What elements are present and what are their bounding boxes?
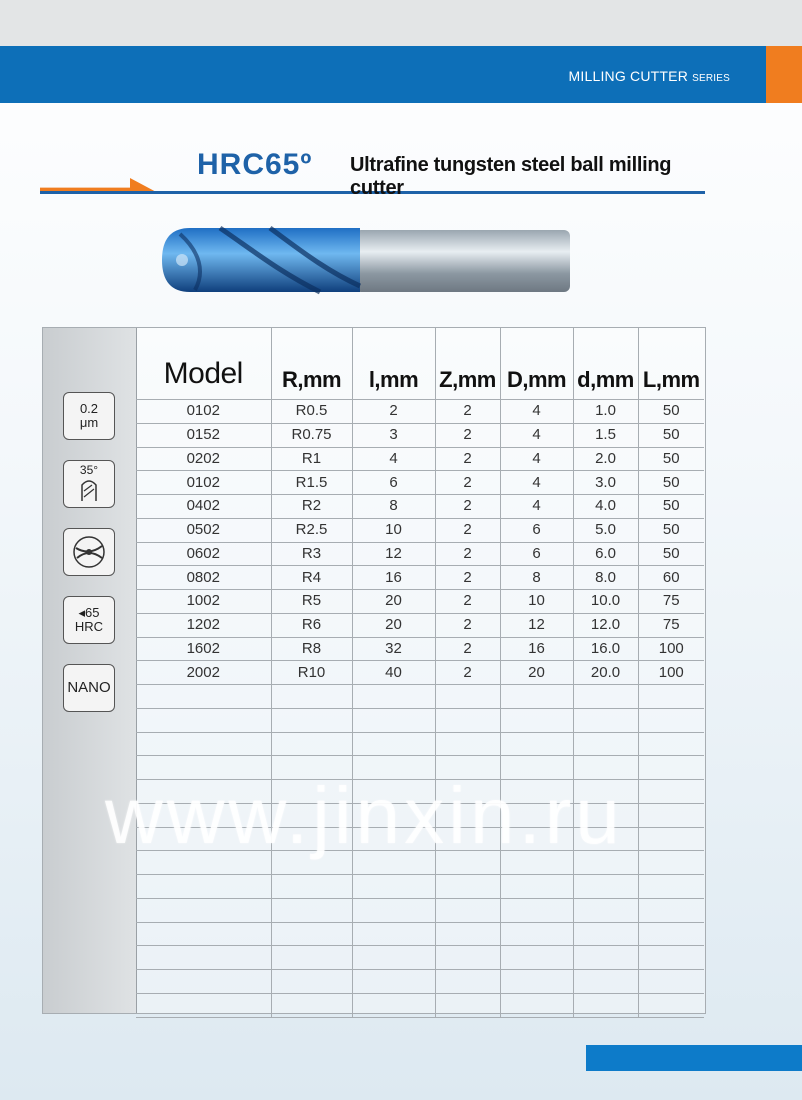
empty-cell xyxy=(435,922,500,946)
table-header-row xyxy=(136,328,704,400)
table-cell: R10 xyxy=(271,661,352,685)
empty-cell xyxy=(638,898,704,922)
table-cell: 50 xyxy=(638,518,704,542)
table-cell: 5.0 xyxy=(573,518,638,542)
table-cell: 2 xyxy=(435,400,500,424)
empty-cell xyxy=(136,946,271,970)
table-cell: 1002 xyxy=(136,590,271,614)
table-cell: 8.0 xyxy=(573,566,638,590)
table-cell: R8 xyxy=(271,637,352,661)
table-cell: 2 xyxy=(435,566,500,590)
empty-cell xyxy=(136,993,271,1017)
empty-cell xyxy=(435,685,500,709)
series-label xyxy=(569,68,730,84)
empty-cell xyxy=(500,708,573,732)
table-cell: R1.5 xyxy=(271,471,352,495)
empty-cell xyxy=(352,970,435,994)
empty-cell xyxy=(136,732,271,756)
empty-cell xyxy=(638,922,704,946)
table-cell: R3 xyxy=(271,542,352,566)
table-cell: 20.0 xyxy=(573,661,638,685)
table-row xyxy=(136,590,704,614)
table-cell: 2 xyxy=(435,495,500,519)
empty-cell xyxy=(500,993,573,1017)
empty-cell xyxy=(136,685,271,709)
table-cell: R6 xyxy=(271,613,352,637)
spec-table xyxy=(136,328,704,1018)
empty-cell xyxy=(573,708,638,732)
table-cell: 1.0 xyxy=(573,400,638,424)
table-row xyxy=(136,447,704,471)
empty-cell xyxy=(352,875,435,899)
empty-table-row xyxy=(136,898,704,922)
empty-cell xyxy=(638,827,704,851)
header-orange-block xyxy=(766,46,802,103)
helix-tool-icon xyxy=(78,477,100,503)
table-cell: 2.0 xyxy=(573,447,638,471)
table-cell: 0502 xyxy=(136,518,271,542)
col-header-model: Model xyxy=(136,328,271,400)
table-cell: 50 xyxy=(638,471,704,495)
table-cell: 50 xyxy=(638,542,704,566)
empty-cell xyxy=(500,970,573,994)
col-header-z: Z,mm xyxy=(435,328,500,400)
table-cell: 2 xyxy=(435,447,500,471)
col-header-length: L,mm xyxy=(638,328,704,400)
empty-cell xyxy=(271,875,352,899)
table-cell: 75 xyxy=(638,613,704,637)
hrc-title: HRC65º xyxy=(197,148,313,181)
table-cell: 0402 xyxy=(136,495,271,519)
empty-cell xyxy=(271,898,352,922)
empty-cell xyxy=(638,875,704,899)
table-cell: 20 xyxy=(352,613,435,637)
table-cell: 2 xyxy=(435,542,500,566)
table-cell: 32 xyxy=(352,637,435,661)
empty-cell xyxy=(573,732,638,756)
table-cell: 12 xyxy=(352,542,435,566)
empty-cell xyxy=(573,970,638,994)
table-cell: 75 xyxy=(638,590,704,614)
series-label-small: SERIES xyxy=(692,73,730,84)
table-cell: 1.5 xyxy=(573,423,638,447)
table-cell: 50 xyxy=(638,400,704,424)
table-cell: 4 xyxy=(352,447,435,471)
ball-mill-image xyxy=(160,222,580,298)
empty-cell xyxy=(435,946,500,970)
empty-table-row xyxy=(136,685,704,709)
table-cell: 2 xyxy=(435,590,500,614)
empty-cell xyxy=(638,780,704,804)
empty-cell xyxy=(500,875,573,899)
empty-cell xyxy=(271,946,352,970)
empty-cell xyxy=(573,875,638,899)
empty-cell xyxy=(271,708,352,732)
empty-cell xyxy=(573,946,638,970)
col-header-d-upper: D,mm xyxy=(500,328,573,400)
empty-cell xyxy=(136,875,271,899)
table-cell: 4 xyxy=(500,400,573,424)
empty-cell xyxy=(500,922,573,946)
empty-cell xyxy=(352,922,435,946)
table-cell: R0.75 xyxy=(271,423,352,447)
empty-cell xyxy=(573,993,638,1017)
hardness-value: ◂65 xyxy=(78,605,100,620)
table-cell: 0102 xyxy=(136,471,271,495)
empty-cell xyxy=(500,898,573,922)
hardness-unit: HRC xyxy=(74,619,104,634)
table-cell: 20 xyxy=(352,590,435,614)
table-cell: 10.0 xyxy=(573,590,638,614)
table-cell: 2002 xyxy=(136,661,271,685)
empty-cell xyxy=(573,898,638,922)
empty-cell xyxy=(573,685,638,709)
roughness-unit: μm xyxy=(79,415,99,430)
table-cell: 0102 xyxy=(136,400,271,424)
table-cell: 12.0 xyxy=(573,613,638,637)
table-cell: 0152 xyxy=(136,423,271,447)
empty-cell xyxy=(638,732,704,756)
table-cell: R4 xyxy=(271,566,352,590)
table-cell: 4.0 xyxy=(573,495,638,519)
series-label-main: MILLING CUTTER xyxy=(568,68,689,84)
empty-cell xyxy=(136,708,271,732)
table-row xyxy=(136,661,704,685)
table-cell: 4 xyxy=(500,423,573,447)
table-cell: 1602 xyxy=(136,637,271,661)
table-row xyxy=(136,400,704,424)
table-row xyxy=(136,566,704,590)
table-cell: 6 xyxy=(500,518,573,542)
spec-table-frame xyxy=(42,327,706,1014)
empty-table-row xyxy=(136,993,704,1017)
empty-cell xyxy=(500,685,573,709)
table-cell: 8 xyxy=(500,566,573,590)
empty-table-row xyxy=(136,875,704,899)
footer-blue-bar xyxy=(586,1045,802,1071)
empty-cell xyxy=(638,756,704,780)
empty-cell xyxy=(435,875,500,899)
helix-angle-icon xyxy=(63,460,115,508)
col-header-d-lower: d,mm xyxy=(573,328,638,400)
table-cell: 0602 xyxy=(136,542,271,566)
table-cell: 16 xyxy=(352,566,435,590)
feature-icon-strip xyxy=(43,328,137,1013)
table-row xyxy=(136,542,704,566)
empty-cell xyxy=(271,685,352,709)
helix-angle-value: 35° xyxy=(79,462,99,477)
table-cell: 60 xyxy=(638,566,704,590)
table-cell: 2 xyxy=(435,637,500,661)
spec-table-body xyxy=(136,400,704,1018)
table-cell: 10 xyxy=(500,590,573,614)
table-cell: 2 xyxy=(435,661,500,685)
table-cell: 4 xyxy=(500,447,573,471)
table-row xyxy=(136,613,704,637)
empty-table-row xyxy=(136,732,704,756)
table-row xyxy=(136,423,704,447)
table-cell: 40 xyxy=(352,661,435,685)
table-cell: 12 xyxy=(500,613,573,637)
table-cell: 2 xyxy=(352,400,435,424)
table-cell: 100 xyxy=(638,661,704,685)
ball-end-icon xyxy=(63,528,115,576)
empty-cell xyxy=(638,993,704,1017)
table-cell: 10 xyxy=(352,518,435,542)
table-row xyxy=(136,518,704,542)
roughness-value: 0.2 xyxy=(79,401,99,416)
empty-table-row xyxy=(136,922,704,946)
empty-cell xyxy=(638,946,704,970)
hardness-icon xyxy=(63,596,115,644)
col-header-r: R,mm xyxy=(271,328,352,400)
table-cell: 100 xyxy=(638,637,704,661)
table-cell: 50 xyxy=(638,495,704,519)
empty-cell xyxy=(352,946,435,970)
empty-cell xyxy=(435,732,500,756)
empty-cell xyxy=(500,732,573,756)
table-cell: 6 xyxy=(352,471,435,495)
empty-cell xyxy=(352,898,435,922)
table-cell: 20 xyxy=(500,661,573,685)
table-row xyxy=(136,471,704,495)
product-subtitle: Ultrafine tungsten steel ball milling cutter xyxy=(350,154,672,199)
empty-cell xyxy=(638,708,704,732)
empty-cell xyxy=(136,898,271,922)
table-cell: 2 xyxy=(435,423,500,447)
empty-cell xyxy=(271,732,352,756)
table-cell: R1 xyxy=(271,447,352,471)
table-cell: 16.0 xyxy=(573,637,638,661)
table-cell: 2 xyxy=(435,471,500,495)
table-cell: 8 xyxy=(352,495,435,519)
empty-cell xyxy=(638,851,704,875)
table-cell: R2 xyxy=(271,495,352,519)
table-cell: 3.0 xyxy=(573,471,638,495)
empty-cell xyxy=(435,898,500,922)
empty-cell xyxy=(352,685,435,709)
table-cell: 6.0 xyxy=(573,542,638,566)
top-gray-band xyxy=(0,0,802,46)
empty-cell xyxy=(435,708,500,732)
table-cell: 0202 xyxy=(136,447,271,471)
table-cell: R5 xyxy=(271,590,352,614)
table-cell: 2 xyxy=(435,613,500,637)
empty-cell xyxy=(271,970,352,994)
nano-coating-icon xyxy=(63,664,115,712)
empty-cell xyxy=(271,993,352,1017)
table-row xyxy=(136,637,704,661)
empty-cell xyxy=(638,803,704,827)
empty-cell xyxy=(271,922,352,946)
empty-table-row xyxy=(136,946,704,970)
watermark: www.jinxin.ru xyxy=(105,771,624,860)
table-cell: 50 xyxy=(638,423,704,447)
col-header-l: l,mm xyxy=(352,328,435,400)
table-cell: 2 xyxy=(435,518,500,542)
table-cell: R0.5 xyxy=(271,400,352,424)
empty-cell xyxy=(435,993,500,1017)
table-cell: 3 xyxy=(352,423,435,447)
ball-end-cross-section-icon xyxy=(71,534,107,570)
table-cell: 50 xyxy=(638,447,704,471)
empty-table-row xyxy=(136,970,704,994)
product-title xyxy=(40,140,705,200)
empty-table-row xyxy=(136,708,704,732)
empty-cell xyxy=(352,732,435,756)
table-row xyxy=(136,495,704,519)
empty-cell xyxy=(500,946,573,970)
empty-cell xyxy=(136,922,271,946)
table-cell: 0802 xyxy=(136,566,271,590)
empty-cell xyxy=(638,685,704,709)
table-cell: 16 xyxy=(500,637,573,661)
empty-cell xyxy=(136,970,271,994)
roughness-icon xyxy=(63,392,115,440)
table-cell: 6 xyxy=(500,542,573,566)
nano-label: NANO xyxy=(67,679,111,696)
table-cell: 4 xyxy=(500,495,573,519)
empty-cell xyxy=(573,922,638,946)
table-cell: 1202 xyxy=(136,613,271,637)
table-cell: 4 xyxy=(500,471,573,495)
empty-cell xyxy=(352,993,435,1017)
empty-cell xyxy=(435,970,500,994)
table-cell: R2.5 xyxy=(271,518,352,542)
empty-cell xyxy=(638,970,704,994)
empty-cell xyxy=(352,708,435,732)
